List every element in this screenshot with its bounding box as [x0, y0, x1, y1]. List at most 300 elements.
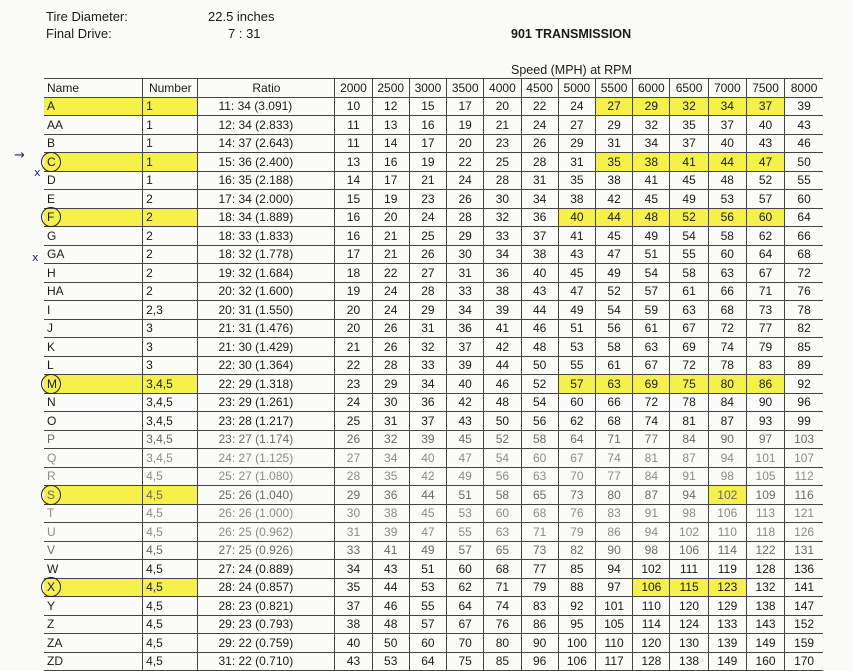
speed-cell: 126 [785, 523, 823, 542]
speed-cell: 49 [595, 264, 632, 283]
gear-name: D [44, 171, 143, 190]
gear-number: 2,3 [143, 301, 198, 320]
gear-name: A [44, 97, 143, 116]
speed-cell: 28 [409, 282, 446, 301]
speed-cell: 22 [372, 264, 409, 283]
speed-cell: 29 [335, 486, 372, 505]
speed-cell: 78 [785, 301, 823, 320]
speed-cell: 43 [447, 412, 484, 431]
speed-cell: 54 [670, 227, 708, 246]
speed-cell: 62 [746, 227, 784, 246]
gear-number: 3,4,5 [143, 449, 198, 468]
speed-cell: 32 [372, 430, 409, 449]
speed-cell: 17 [372, 171, 409, 190]
speed-cell: 98 [708, 467, 746, 486]
speed-cell: 19 [372, 190, 409, 209]
speed-cell: 30 [484, 190, 521, 209]
speed-cell: 28 [521, 153, 558, 172]
speed-cell: 34 [372, 449, 409, 468]
speed-cell: 71 [521, 523, 558, 542]
gear-ratio: 24: 27 (1.125) [198, 449, 335, 468]
speed-cell: 64 [409, 652, 446, 671]
speed-cell: 37 [335, 597, 372, 616]
speed-cell: 19 [447, 116, 484, 135]
speed-cell: 60 [409, 634, 446, 653]
speed-cell: 49 [670, 190, 708, 209]
speed-cell: 99 [785, 412, 823, 431]
speed-cell: 54 [633, 264, 670, 283]
speed-cell: 60 [447, 560, 484, 579]
gear-name: Q [44, 449, 143, 468]
speed-cell: 117 [595, 652, 632, 671]
speed-cell: 39 [484, 301, 521, 320]
speed-cell: 92 [785, 375, 823, 394]
speed-cell: 44 [409, 486, 446, 505]
table-row [44, 634, 823, 653]
speed-cell: 32 [670, 97, 708, 116]
speed-cell: 34 [521, 190, 558, 209]
speed-cell: 51 [447, 486, 484, 505]
speed-cell: 34 [447, 301, 484, 320]
gear-number: 1 [143, 97, 198, 116]
speed-cell: 38 [521, 245, 558, 264]
speed-cell: 124 [670, 615, 708, 634]
speed-cell: 62 [558, 412, 595, 431]
gear-name: ZA [44, 634, 143, 653]
col-header-rpm: 5000 [558, 79, 595, 98]
speed-cell: 48 [484, 393, 521, 412]
speed-cell: 14 [372, 134, 409, 153]
speed-cell: 42 [409, 467, 446, 486]
speed-cell: 41 [484, 319, 521, 338]
speed-cell: 31 [558, 153, 595, 172]
gear-ratio: 18: 32 (1.778) [198, 245, 335, 264]
speed-cell: 38 [633, 153, 670, 172]
speed-cell: 68 [484, 560, 521, 579]
speed-cell: 149 [746, 634, 784, 653]
speed-cell: 57 [746, 190, 784, 209]
speed-cell: 57 [447, 541, 484, 560]
speed-cell: 70 [447, 634, 484, 653]
speed-cell: 46 [521, 319, 558, 338]
speed-cell: 29 [372, 375, 409, 394]
gear-name: B [44, 134, 143, 153]
speed-cell: 68 [521, 504, 558, 523]
speed-cell: 86 [595, 523, 632, 542]
speed-cell: 56 [521, 412, 558, 431]
gear-name: H [44, 264, 143, 283]
speed-cell: 26 [335, 430, 372, 449]
speed-cell: 26 [372, 338, 409, 357]
speed-cell: 100 [558, 634, 595, 653]
table-row [44, 412, 823, 431]
gear-number: 4,5 [143, 504, 198, 523]
speed-cell: 60 [484, 504, 521, 523]
speed-cell: 40 [746, 116, 784, 135]
gear-ratio: 21: 30 (1.429) [198, 338, 335, 357]
gear-number: 3,4,5 [143, 412, 198, 431]
speed-cell: 43 [335, 652, 372, 671]
speed-cell: 48 [633, 208, 670, 227]
speed-cell: 60 [708, 245, 746, 264]
speed-cell: 72 [670, 356, 708, 375]
col-header-rpm: 5500 [595, 79, 632, 98]
col-header-rpm: 3500 [447, 79, 484, 98]
gear-number: 3 [143, 356, 198, 375]
table-row [44, 467, 823, 486]
speed-cell: 50 [521, 356, 558, 375]
speed-cell: 40 [447, 375, 484, 394]
speed-cell: 29 [558, 134, 595, 153]
speed-cell: 28 [335, 467, 372, 486]
speed-cell: 32 [409, 338, 446, 357]
speed-cell: 132 [746, 578, 784, 597]
hand-x-mark-icon: x [32, 251, 39, 264]
gear-name: GA [44, 245, 143, 264]
speed-cell: 58 [670, 264, 708, 283]
speed-cell: 53 [447, 504, 484, 523]
speed-cell: 68 [595, 412, 632, 431]
tire-diameter-value: 22.5 inches [208, 9, 275, 24]
speed-cell: 53 [558, 338, 595, 357]
speed-cell: 101 [746, 449, 784, 468]
speed-cell: 34 [708, 97, 746, 116]
speed-cell: 77 [633, 430, 670, 449]
gear-ratio: 29: 22 (0.759) [198, 634, 335, 653]
speed-cell: 106 [558, 652, 595, 671]
speed-cell: 40 [409, 449, 446, 468]
speed-cell: 95 [558, 615, 595, 634]
speed-cell: 65 [521, 486, 558, 505]
speed-cell: 105 [746, 467, 784, 486]
speed-cell: 136 [785, 560, 823, 579]
speed-cell: 94 [633, 523, 670, 542]
speed-cell: 43 [372, 560, 409, 579]
speed-cell: 85 [484, 652, 521, 671]
col-header-rpm: 7500 [746, 79, 784, 98]
speed-cell: 83 [746, 356, 784, 375]
speed-cell: 51 [633, 245, 670, 264]
speed-cell: 81 [670, 412, 708, 431]
gear-ratio: 17: 34 (2.000) [198, 190, 335, 209]
speed-cell: 45 [595, 227, 632, 246]
table-row [44, 578, 823, 597]
gear-number: 4,5 [143, 523, 198, 542]
gear-ratio: 11: 34 (3.091) [198, 97, 335, 116]
gear-name: C [44, 153, 143, 172]
speed-cell: 47 [746, 153, 784, 172]
speed-cell: 58 [708, 227, 746, 246]
table-row [44, 190, 823, 209]
speed-cell: 47 [558, 282, 595, 301]
gear-number: 4,5 [143, 467, 198, 486]
speed-cell: 78 [708, 356, 746, 375]
table-row [44, 393, 823, 412]
speed-cell: 75 [447, 652, 484, 671]
hand-circle-icon [41, 374, 61, 394]
speed-cell: 139 [708, 634, 746, 653]
speed-cell: 50 [785, 153, 823, 172]
gear-ratio: 25: 26 (1.040) [198, 486, 335, 505]
speed-cell: 91 [670, 467, 708, 486]
gear-name: W [44, 560, 143, 579]
gear-number: 3 [143, 338, 198, 357]
speed-cell: 48 [708, 171, 746, 190]
speed-cell: 20 [447, 134, 484, 153]
speed-cell: 105 [595, 615, 632, 634]
gear-ratio: 23: 27 (1.174) [198, 430, 335, 449]
page-title: 901 TRANSMISSION [511, 27, 632, 41]
speed-cell: 56 [484, 467, 521, 486]
speed-cell: 79 [521, 578, 558, 597]
speed-cell: 58 [595, 338, 632, 357]
speed-cell: 45 [633, 190, 670, 209]
gear-number: 3 [143, 319, 198, 338]
speed-cell: 69 [633, 375, 670, 394]
speed-cell: 106 [633, 578, 670, 597]
table-row [44, 338, 823, 357]
gear-ratio: 29: 23 (0.793) [198, 615, 335, 634]
speed-cell: 35 [670, 116, 708, 135]
speed-cell: 24 [447, 171, 484, 190]
speed-cell: 76 [558, 504, 595, 523]
gear-ratio: 23: 28 (1.217) [198, 412, 335, 431]
speed-cell: 52 [521, 375, 558, 394]
speed-cell: 45 [409, 504, 446, 523]
col-header-rpm: 3000 [409, 79, 446, 98]
speed-cell: 106 [670, 541, 708, 560]
gear-number: 2 [143, 282, 198, 301]
speed-cell: 120 [633, 634, 670, 653]
speed-cell: 138 [670, 652, 708, 671]
speed-cell: 66 [785, 227, 823, 246]
speed-cell: 47 [447, 449, 484, 468]
speed-cell: 35 [372, 467, 409, 486]
speed-cell: 24 [372, 282, 409, 301]
speed-cell: 129 [708, 597, 746, 616]
gear-number: 4,5 [143, 560, 198, 579]
hand-arrow-icon: → [14, 148, 25, 163]
speed-cell: 26 [447, 190, 484, 209]
speed-cell: 120 [670, 597, 708, 616]
speed-cell: 20 [335, 301, 372, 320]
table-row [44, 356, 823, 375]
table-row [44, 97, 823, 116]
speed-cell: 22 [521, 97, 558, 116]
speed-cell: 46 [785, 134, 823, 153]
gear-number: 2 [143, 227, 198, 246]
speed-cell: 83 [595, 504, 632, 523]
speed-cell: 113 [746, 504, 784, 523]
speed-cell: 56 [708, 208, 746, 227]
speed-cell: 54 [521, 393, 558, 412]
gear-ratio: 19: 32 (1.684) [198, 264, 335, 283]
table-row [44, 523, 823, 542]
speed-cell: 20 [372, 208, 409, 227]
speed-cell: 11 [335, 116, 372, 135]
table-row [44, 301, 823, 320]
speed-cell: 29 [409, 301, 446, 320]
speed-cell: 74 [484, 597, 521, 616]
speed-cell: 26 [521, 134, 558, 153]
speed-cell: 87 [670, 449, 708, 468]
col-header-number: Number [143, 79, 198, 98]
speed-cell: 90 [746, 393, 784, 412]
speed-cell: 57 [409, 615, 446, 634]
speed-cell: 38 [595, 171, 632, 190]
gear-ratio: 26: 26 (1.000) [198, 504, 335, 523]
speed-cell: 85 [558, 560, 595, 579]
speed-cell: 42 [484, 338, 521, 357]
speed-cell: 94 [708, 449, 746, 468]
table-header-row [44, 79, 823, 98]
speed-cell: 40 [335, 634, 372, 653]
speed-cell: 34 [633, 134, 670, 153]
speed-cell: 17 [447, 97, 484, 116]
speed-cell: 41 [633, 171, 670, 190]
speed-cell: 133 [708, 615, 746, 634]
gear-ratio: 28: 24 (0.857) [198, 578, 335, 597]
speed-cell: 38 [335, 615, 372, 634]
gear-ratio: 31: 22 (0.710) [198, 652, 335, 671]
speed-cell: 64 [447, 597, 484, 616]
speed-cell: 63 [708, 264, 746, 283]
speed-cell: 20 [335, 319, 372, 338]
speed-cell: 60 [521, 449, 558, 468]
speed-cell: 37 [708, 116, 746, 135]
speed-cell: 30 [335, 504, 372, 523]
col-header-rpm: 2000 [335, 79, 372, 98]
speed-cell: 61 [595, 356, 632, 375]
gear-ratio: 18: 33 (1.833) [198, 227, 335, 246]
gear-ratio: 20: 32 (1.600) [198, 282, 335, 301]
speed-cell: 24 [409, 208, 446, 227]
speed-cell: 24 [558, 97, 595, 116]
speed-cell: 149 [708, 652, 746, 671]
speed-cell: 80 [484, 634, 521, 653]
table-row [44, 560, 823, 579]
speed-cell: 102 [633, 560, 670, 579]
speed-cell: 103 [785, 430, 823, 449]
speed-cell: 23 [409, 190, 446, 209]
speed-cell: 66 [708, 282, 746, 301]
speed-cell: 74 [633, 412, 670, 431]
speed-cell: 31 [335, 523, 372, 542]
speed-cell: 48 [372, 615, 409, 634]
speed-cell: 89 [785, 356, 823, 375]
gear-ratio: 15: 36 (2.400) [198, 153, 335, 172]
speed-cell: 73 [746, 301, 784, 320]
speed-cell: 13 [335, 153, 372, 172]
table-row [44, 652, 823, 671]
speed-cell: 86 [521, 615, 558, 634]
hand-circle-icon [41, 577, 61, 597]
table-row [44, 615, 823, 634]
speed-cell: 67 [746, 264, 784, 283]
speed-cell: 29 [447, 227, 484, 246]
table-row [44, 375, 823, 394]
final-drive-label: Final Drive: [46, 26, 112, 41]
speed-cell: 35 [595, 153, 632, 172]
speed-cell: 131 [785, 541, 823, 560]
speed-cell: 78 [670, 393, 708, 412]
speed-cell: 40 [558, 208, 595, 227]
speed-cell: 28 [372, 356, 409, 375]
gear-ratio: 26: 25 (0.962) [198, 523, 335, 542]
speed-cell: 63 [484, 523, 521, 542]
speed-cell: 54 [484, 449, 521, 468]
speed-cell: 21 [335, 338, 372, 357]
gear-name: K [44, 338, 143, 357]
speed-cell: 55 [785, 171, 823, 190]
speed-cell: 66 [595, 393, 632, 412]
speed-cell: 55 [447, 523, 484, 542]
speed-cell: 33 [484, 227, 521, 246]
speed-cell: 45 [447, 430, 484, 449]
speed-cell: 102 [670, 523, 708, 542]
speed-cell: 41 [670, 153, 708, 172]
speed-cell: 49 [558, 301, 595, 320]
speed-cell: 85 [785, 338, 823, 357]
speed-cell: 87 [633, 486, 670, 505]
speed-cell: 51 [558, 319, 595, 338]
speed-cell: 67 [670, 319, 708, 338]
speed-cell: 112 [785, 467, 823, 486]
speed-cell: 36 [372, 486, 409, 505]
col-header-rpm: 4500 [521, 79, 558, 98]
speed-cell: 17 [409, 134, 446, 153]
speed-cell: 36 [447, 319, 484, 338]
gear-ratio: 28: 23 (0.821) [198, 597, 335, 616]
speed-cell: 64 [785, 208, 823, 227]
gear-number: 1 [143, 171, 198, 190]
speed-cell: 47 [595, 245, 632, 264]
speed-cell: 33 [409, 356, 446, 375]
table-row [44, 227, 823, 246]
table-row [44, 282, 823, 301]
speed-cell: 21 [372, 227, 409, 246]
speed-cell: 21 [484, 116, 521, 135]
speed-cell: 121 [785, 504, 823, 523]
speed-cell: 122 [746, 541, 784, 560]
speed-cell: 82 [558, 541, 595, 560]
speed-cell: 40 [708, 134, 746, 153]
speed-cell: 37 [409, 412, 446, 431]
gear-number: 4,5 [143, 486, 198, 505]
speed-cell: 34 [484, 245, 521, 264]
speed-cell: 94 [670, 486, 708, 505]
gear-name: S [44, 486, 143, 505]
speed-cell: 92 [558, 597, 595, 616]
speed-cell: 31 [372, 412, 409, 431]
speed-cell: 48 [521, 338, 558, 357]
gear-name: I [44, 301, 143, 320]
speed-caption: Speed (MPH) at RPM [511, 63, 632, 77]
speed-cell: 72 [633, 393, 670, 412]
speed-cell: 28 [484, 171, 521, 190]
speed-cell: 26 [409, 245, 446, 264]
speed-cell: 128 [746, 560, 784, 579]
speed-cell: 53 [409, 578, 446, 597]
speed-cell: 28 [447, 208, 484, 227]
gear-name: G [44, 227, 143, 246]
speed-cell: 24 [521, 116, 558, 135]
speed-cell: 71 [746, 282, 784, 301]
speed-cell: 27 [595, 97, 632, 116]
speed-cell: 123 [708, 578, 746, 597]
speed-cell: 96 [521, 652, 558, 671]
speed-cell: 93 [746, 412, 784, 431]
